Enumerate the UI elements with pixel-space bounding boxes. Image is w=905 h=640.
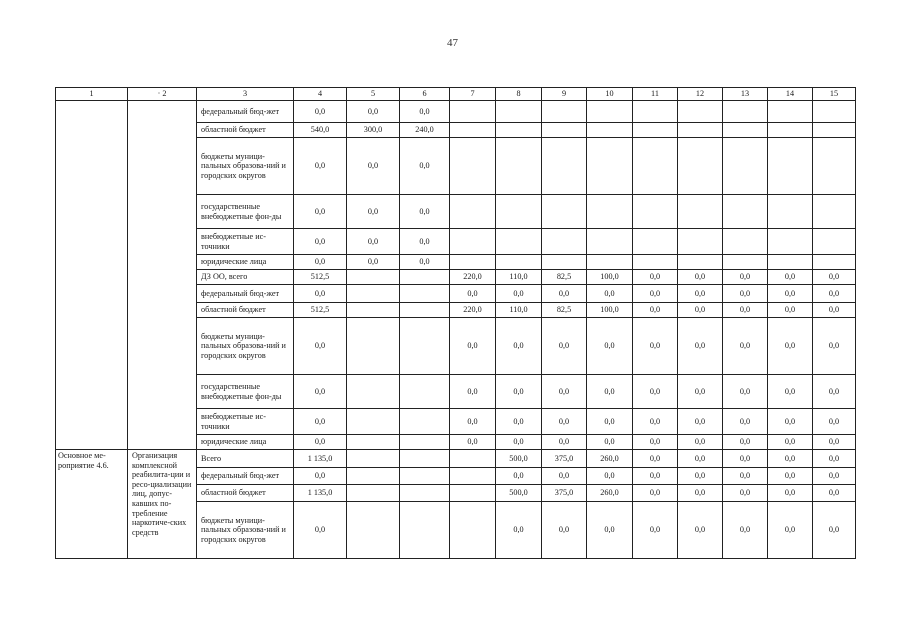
amount-cell xyxy=(587,138,633,195)
amount-cell: 0,0 xyxy=(347,255,400,270)
amount-cell xyxy=(496,229,542,255)
amount-cell: 0,0 xyxy=(723,435,768,450)
amount-cell xyxy=(542,138,587,195)
amount-cell: 0,0 xyxy=(723,409,768,435)
amount-cell: 0,0 xyxy=(542,318,587,375)
amount-cell: 500,0 xyxy=(496,485,542,502)
amount-cell: 0,0 xyxy=(633,375,678,409)
amount-cell: 0,0 xyxy=(768,435,813,450)
amount-cell xyxy=(496,101,542,123)
amount-cell xyxy=(496,255,542,270)
amount-cell xyxy=(587,255,633,270)
funding-source-cell: государственные внебюджетные фон-ды xyxy=(197,195,294,229)
amount-cell xyxy=(496,138,542,195)
amount-cell: 0,0 xyxy=(347,101,400,123)
amount-cell: 0,0 xyxy=(496,409,542,435)
amount-cell xyxy=(633,229,678,255)
amount-cell: 512,5 xyxy=(294,270,347,285)
amount-cell xyxy=(633,101,678,123)
amount-cell xyxy=(347,435,400,450)
amount-cell xyxy=(400,318,450,375)
amount-cell: 0,0 xyxy=(768,485,813,502)
amount-cell: 0,0 xyxy=(768,375,813,409)
column-number-header: 5 xyxy=(347,88,400,101)
amount-cell xyxy=(813,123,856,138)
amount-cell: 0,0 xyxy=(450,435,496,450)
amount-cell: 0,0 xyxy=(813,435,856,450)
amount-cell: 0,0 xyxy=(633,409,678,435)
budget-table xyxy=(55,87,856,559)
measure-name-cell xyxy=(56,101,128,450)
amount-cell xyxy=(768,101,813,123)
table-body xyxy=(56,88,856,559)
amount-cell: 0,0 xyxy=(768,468,813,485)
amount-cell: 0,0 xyxy=(542,468,587,485)
amount-cell xyxy=(450,450,496,468)
amount-cell xyxy=(347,303,400,318)
amount-cell: 0,0 xyxy=(633,468,678,485)
amount-cell: 0,0 xyxy=(294,468,347,485)
amount-cell: 0,0 xyxy=(678,468,723,485)
amount-cell: 0,0 xyxy=(587,318,633,375)
amount-cell: 0,0 xyxy=(678,502,723,559)
amount-cell: 0,0 xyxy=(678,485,723,502)
amount-cell xyxy=(723,101,768,123)
amount-cell: 0,0 xyxy=(587,375,633,409)
amount-cell: 0,0 xyxy=(813,502,856,559)
page-number: 47 xyxy=(447,37,458,49)
amount-cell xyxy=(400,375,450,409)
amount-cell xyxy=(450,502,496,559)
amount-cell: 0,0 xyxy=(723,502,768,559)
amount-cell: 300,0 xyxy=(347,123,400,138)
amount-cell xyxy=(496,123,542,138)
amount-cell xyxy=(400,270,450,285)
amount-cell: 0,0 xyxy=(450,409,496,435)
amount-cell xyxy=(450,138,496,195)
amount-cell: 0,0 xyxy=(723,318,768,375)
amount-cell: 0,0 xyxy=(400,229,450,255)
amount-cell: 0,0 xyxy=(633,502,678,559)
amount-cell xyxy=(633,123,678,138)
column-number-header: 9 xyxy=(542,88,587,101)
amount-cell: 0,0 xyxy=(633,270,678,285)
amount-cell: 0,0 xyxy=(587,502,633,559)
amount-cell xyxy=(723,123,768,138)
amount-cell xyxy=(400,303,450,318)
amount-cell: 0,0 xyxy=(723,375,768,409)
amount-cell: 0,0 xyxy=(723,270,768,285)
amount-cell: 0,0 xyxy=(768,450,813,468)
amount-cell: 110,0 xyxy=(496,303,542,318)
amount-cell xyxy=(450,195,496,229)
amount-cell: 0,0 xyxy=(400,255,450,270)
amount-cell xyxy=(768,229,813,255)
amount-cell xyxy=(678,123,723,138)
amount-cell: 0,0 xyxy=(294,229,347,255)
funding-source-cell: внебюджетные ис-точники xyxy=(197,229,294,255)
amount-cell xyxy=(633,138,678,195)
amount-cell xyxy=(542,195,587,229)
header-row xyxy=(56,88,856,101)
amount-cell: 0,0 xyxy=(768,502,813,559)
amount-cell: 0,0 xyxy=(347,195,400,229)
column-number-header: 12 xyxy=(678,88,723,101)
amount-cell xyxy=(723,138,768,195)
amount-cell: 82,5 xyxy=(542,303,587,318)
funding-source-cell: государственные внебюджетные фон-ды xyxy=(197,375,294,409)
amount-cell xyxy=(587,123,633,138)
amount-cell: 0,0 xyxy=(294,409,347,435)
amount-cell: 0,0 xyxy=(723,485,768,502)
amount-cell: 0,0 xyxy=(633,318,678,375)
amount-cell: 1 135,0 xyxy=(294,485,347,502)
amount-cell: 1 135,0 xyxy=(294,450,347,468)
amount-cell: 0,0 xyxy=(294,195,347,229)
amount-cell: 0,0 xyxy=(723,450,768,468)
funding-source-cell: федеральный бюд-жет xyxy=(197,468,294,485)
amount-cell: 220,0 xyxy=(450,270,496,285)
amount-cell: 0,0 xyxy=(294,285,347,303)
amount-cell xyxy=(450,229,496,255)
column-number-header: 14 xyxy=(768,88,813,101)
amount-cell: 0,0 xyxy=(768,318,813,375)
amount-cell: 240,0 xyxy=(400,123,450,138)
column-number-header: 15 xyxy=(813,88,856,101)
amount-cell: 0,0 xyxy=(400,195,450,229)
amount-cell xyxy=(496,195,542,229)
funding-source-cell: федеральный бюд-жет xyxy=(197,101,294,123)
funding-source-cell: юридические лица xyxy=(197,255,294,270)
amount-cell xyxy=(633,255,678,270)
amount-cell xyxy=(587,229,633,255)
amount-cell xyxy=(400,409,450,435)
amount-cell xyxy=(587,101,633,123)
amount-cell xyxy=(678,138,723,195)
amount-cell: 0,0 xyxy=(496,468,542,485)
amount-cell xyxy=(347,468,400,485)
funding-source-cell: бюджеты муници-пальных образова-ний и городских округов xyxy=(197,318,294,375)
amount-cell xyxy=(678,229,723,255)
amount-cell: 0,0 xyxy=(496,502,542,559)
amount-cell: 0,0 xyxy=(678,318,723,375)
amount-cell: 0,0 xyxy=(294,138,347,195)
amount-cell xyxy=(542,255,587,270)
amount-cell xyxy=(587,195,633,229)
amount-cell: 0,0 xyxy=(633,435,678,450)
amount-cell xyxy=(768,255,813,270)
amount-cell: 0,0 xyxy=(633,285,678,303)
amount-cell: 260,0 xyxy=(587,450,633,468)
amount-cell xyxy=(400,450,450,468)
amount-cell: 0,0 xyxy=(633,450,678,468)
amount-cell: 0,0 xyxy=(813,485,856,502)
amount-cell: 0,0 xyxy=(400,101,450,123)
amount-cell: 0,0 xyxy=(400,138,450,195)
amount-cell: 0,0 xyxy=(294,101,347,123)
amount-cell xyxy=(542,101,587,123)
table-row xyxy=(56,450,856,468)
amount-cell xyxy=(450,485,496,502)
amount-cell: 0,0 xyxy=(813,450,856,468)
column-number-header: 13 xyxy=(723,88,768,101)
funding-source-cell: федеральный бюд-жет xyxy=(197,285,294,303)
amount-cell: 0,0 xyxy=(587,435,633,450)
amount-cell: 0,0 xyxy=(294,375,347,409)
measure-description-cell xyxy=(128,101,197,450)
amount-cell xyxy=(450,101,496,123)
amount-cell: 0,0 xyxy=(813,318,856,375)
amount-cell xyxy=(633,195,678,229)
amount-cell: 500,0 xyxy=(496,450,542,468)
main-measure-cell: Основное ме-роприятие 4.6. xyxy=(56,450,128,559)
table-row xyxy=(56,101,856,123)
amount-cell xyxy=(347,285,400,303)
amount-cell xyxy=(542,123,587,138)
amount-cell xyxy=(347,270,400,285)
amount-cell xyxy=(400,485,450,502)
amount-cell: 110,0 xyxy=(496,270,542,285)
amount-cell xyxy=(400,468,450,485)
funding-source-cell: бюджеты муници-пальных образова-ний и городских округов xyxy=(197,138,294,195)
amount-cell xyxy=(400,285,450,303)
amount-cell: 512,5 xyxy=(294,303,347,318)
amount-cell: 0,0 xyxy=(347,229,400,255)
column-number-header: 4 xyxy=(294,88,347,101)
amount-cell: 0,0 xyxy=(678,303,723,318)
amount-cell: 0,0 xyxy=(633,485,678,502)
amount-cell: 0,0 xyxy=(542,409,587,435)
amount-cell: 0,0 xyxy=(678,285,723,303)
amount-cell: 0,0 xyxy=(678,409,723,435)
amount-cell: 0,0 xyxy=(813,409,856,435)
amount-cell: 0,0 xyxy=(542,375,587,409)
amount-cell: 0,0 xyxy=(542,502,587,559)
column-number-header: 3 xyxy=(197,88,294,101)
amount-cell: 0,0 xyxy=(768,303,813,318)
amount-cell xyxy=(347,318,400,375)
amount-cell: 0,0 xyxy=(587,285,633,303)
amount-cell: 82,5 xyxy=(542,270,587,285)
amount-cell: 0,0 xyxy=(678,435,723,450)
amount-cell: 0,0 xyxy=(678,270,723,285)
amount-cell xyxy=(723,229,768,255)
column-number-header: 8 xyxy=(496,88,542,101)
amount-cell xyxy=(678,101,723,123)
funding-source-cell: Всего xyxy=(197,450,294,468)
funding-source-cell: юридические лица xyxy=(197,435,294,450)
amount-cell: 0,0 xyxy=(450,318,496,375)
amount-cell: 0,0 xyxy=(294,435,347,450)
amount-cell: 0,0 xyxy=(587,409,633,435)
amount-cell: 540,0 xyxy=(294,123,347,138)
amount-cell xyxy=(450,255,496,270)
amount-cell xyxy=(813,229,856,255)
amount-cell xyxy=(768,123,813,138)
amount-cell: 0,0 xyxy=(813,303,856,318)
amount-cell: 0,0 xyxy=(723,285,768,303)
funding-source-cell: областной бюджет xyxy=(197,303,294,318)
amount-cell xyxy=(678,195,723,229)
amount-cell xyxy=(768,138,813,195)
amount-cell: 0,0 xyxy=(294,502,347,559)
amount-cell xyxy=(813,255,856,270)
amount-cell: 0,0 xyxy=(450,375,496,409)
amount-cell: 100,0 xyxy=(587,270,633,285)
amount-cell xyxy=(347,450,400,468)
amount-cell xyxy=(768,195,813,229)
amount-cell xyxy=(542,229,587,255)
amount-cell: 0,0 xyxy=(587,468,633,485)
amount-cell: 0,0 xyxy=(542,285,587,303)
column-number-header: · 2 xyxy=(128,88,197,101)
amount-cell xyxy=(450,468,496,485)
funding-source-cell: ДЗ ОО, всего xyxy=(197,270,294,285)
amount-cell: 0,0 xyxy=(813,285,856,303)
amount-cell xyxy=(347,502,400,559)
amount-cell: 0,0 xyxy=(813,468,856,485)
amount-cell: 0,0 xyxy=(813,270,856,285)
amount-cell: 100,0 xyxy=(587,303,633,318)
amount-cell: 0,0 xyxy=(496,318,542,375)
amount-cell: 375,0 xyxy=(542,485,587,502)
column-number-header: 10 xyxy=(587,88,633,101)
column-number-header: 11 xyxy=(633,88,678,101)
amount-cell xyxy=(347,375,400,409)
column-number-header: 7 xyxy=(450,88,496,101)
funding-source-cell: бюджеты муници-пальных образова-ний и городских округов xyxy=(197,502,294,559)
amount-cell xyxy=(347,409,400,435)
amount-cell: 0,0 xyxy=(294,318,347,375)
amount-cell: 0,0 xyxy=(768,270,813,285)
amount-cell: 0,0 xyxy=(768,285,813,303)
column-number-header: 1 xyxy=(56,88,128,101)
amount-cell xyxy=(678,255,723,270)
amount-cell: 0,0 xyxy=(723,468,768,485)
amount-cell: 0,0 xyxy=(496,375,542,409)
amount-cell: 0,0 xyxy=(633,303,678,318)
amount-cell xyxy=(813,138,856,195)
amount-cell xyxy=(813,195,856,229)
funding-source-cell: областной бюджет xyxy=(197,123,294,138)
amount-cell: 260,0 xyxy=(587,485,633,502)
amount-cell xyxy=(400,435,450,450)
measure-title-cell: Организация комплексной реабилита-ции и ресо-циализации лиц, допус-кавших по-требление наркотиче-ских средств xyxy=(128,450,197,559)
amount-cell: 0,0 xyxy=(813,375,856,409)
amount-cell: 0,0 xyxy=(723,303,768,318)
column-number-header: 6 xyxy=(400,88,450,101)
amount-cell xyxy=(400,502,450,559)
amount-cell: 0,0 xyxy=(450,285,496,303)
amount-cell xyxy=(723,255,768,270)
amount-cell: 220,0 xyxy=(450,303,496,318)
amount-cell: 0,0 xyxy=(347,138,400,195)
amount-cell xyxy=(347,485,400,502)
funding-source-cell: областной бюджет xyxy=(197,485,294,502)
amount-cell: 0,0 xyxy=(768,409,813,435)
amount-cell: 0,0 xyxy=(496,285,542,303)
amount-cell: 0,0 xyxy=(678,375,723,409)
amount-cell xyxy=(813,101,856,123)
amount-cell xyxy=(450,123,496,138)
funding-source-cell: внебюджетные ис-точники xyxy=(197,409,294,435)
amount-cell: 0,0 xyxy=(678,450,723,468)
amount-cell: 0,0 xyxy=(294,255,347,270)
amount-cell xyxy=(723,195,768,229)
amount-cell: 375,0 xyxy=(542,450,587,468)
amount-cell: 0,0 xyxy=(496,435,542,450)
amount-cell: 0,0 xyxy=(542,435,587,450)
